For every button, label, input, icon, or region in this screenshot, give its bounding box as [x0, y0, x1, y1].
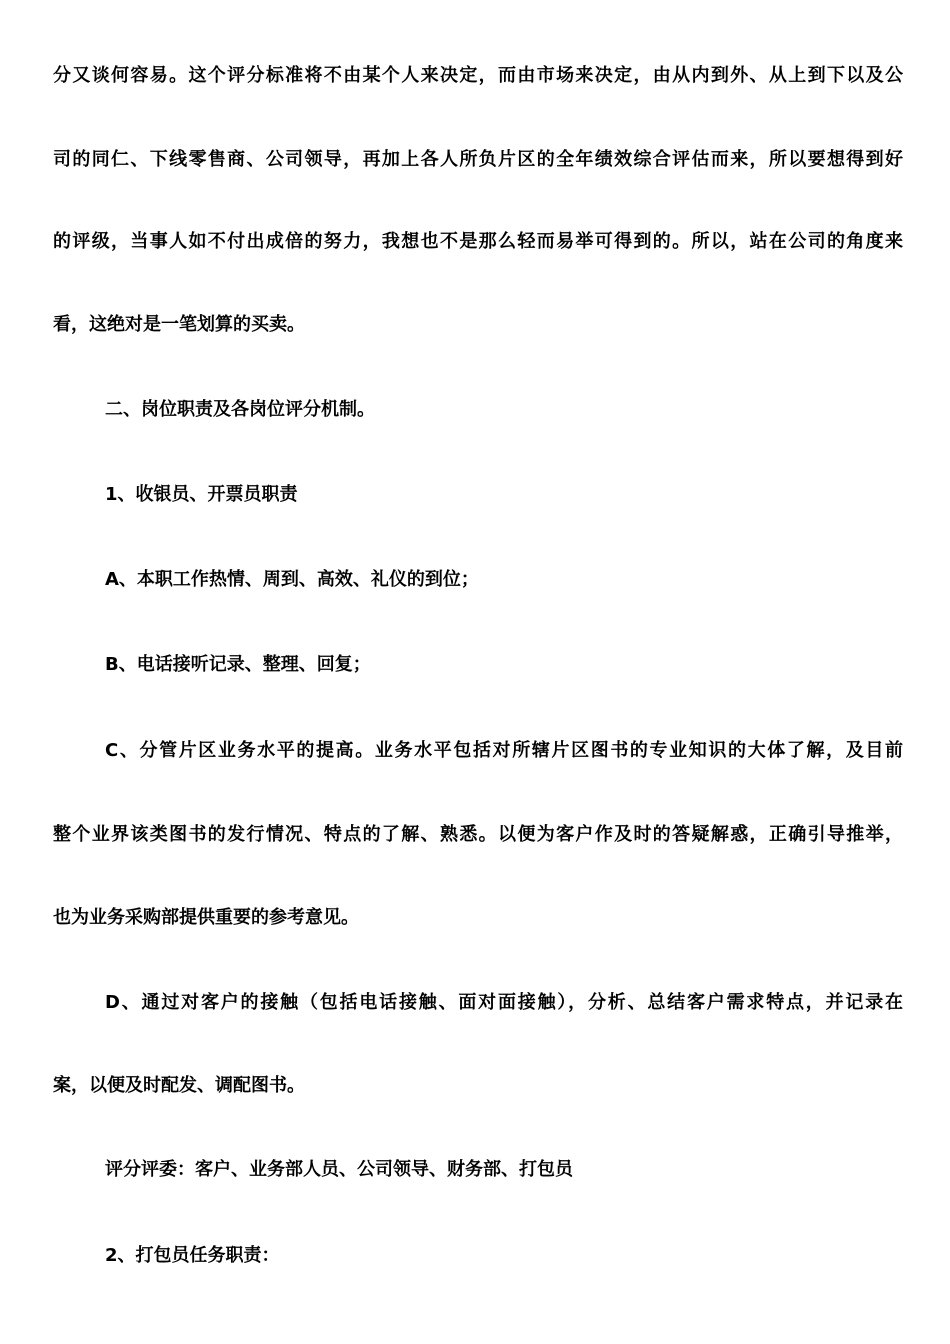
subsection-heading-packer: 2、打包员任务职责： [105, 1245, 280, 1266]
section-heading-2: 二、岗位职责及各岗位评分机制。 [105, 399, 375, 420]
list-item-c-line-3: 也为业务采购部提供重要的参考意见。 [53, 907, 359, 928]
paragraph-line-2: 司的同仁、下线零售商、公司领导，再加上各人所负片区的全年绩效综合评估而来，所以要想得到好 [53, 149, 903, 170]
list-item-d-line-2: 案，以便及时配发、调配图书。 [53, 1075, 305, 1096]
list-item-a: A、本职工作热情、周到、高效、礼仪的到位； [105, 569, 479, 590]
subsection-heading-cashier: 1、收银员、开票员职责 [105, 484, 298, 505]
paragraph-line-1: 分又谈何容易。这个评分标准将不由某个人来决定，而由市场来决定，由从内到外、从上到下以及公 [53, 65, 903, 86]
list-item-b: B、电话接听记录、整理、回复； [105, 654, 371, 675]
list-item-c-line-1: C、分管片区业务水平的提高。业务水平包括对所辖片区图书的专业知识的大体了解，及目前 [105, 740, 903, 761]
paragraph-line-4: 看，这绝对是一笔划算的买卖。 [53, 314, 305, 335]
scoring-judges: 评分评委：客户、业务部人员、公司领导、财务部、打包员 [105, 1159, 573, 1180]
list-item-d-line-1: D、通过对客户的接触（包括电话接触、面对面接触），分析、总结客户需求特点，并记录在 [105, 992, 903, 1013]
paragraph-line-3: 的评级，当事人如不付出成倍的努力，我想也不是那么轻而易举可得到的。所以，站在公司的角度来 [53, 231, 903, 252]
list-item-c-line-2: 整个业界该类图书的发行情况、特点的了解、熟悉。以便为客户作及时的答疑解惑，正确引导推举， [53, 824, 903, 845]
